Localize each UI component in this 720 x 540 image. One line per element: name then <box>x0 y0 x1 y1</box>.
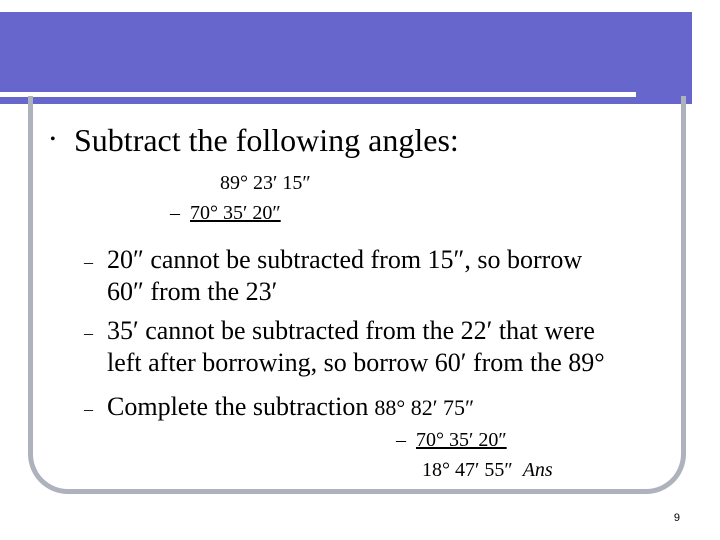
solution-result: 18° 47′ 55″ <box>422 459 513 481</box>
solution-calculation <box>396 425 553 485</box>
bullet-dot-icon: • <box>50 131 56 148</box>
step-2-line-2: left after borrowing, so borrow 60′ from the 89° <box>107 348 605 377</box>
problem-operator: – <box>170 202 180 224</box>
step-dash: – <box>84 252 93 272</box>
solution-minuend: 88° 82′ 75″ <box>374 395 475 420</box>
step-dash: – <box>84 399 93 419</box>
step-dash: – <box>84 323 93 343</box>
step-1-line-2: 60″ from the 23′ <box>107 277 278 306</box>
step-1-line-1: 20″ cannot be subtracted from 15″, so borrow <box>107 245 583 274</box>
step-3 <box>84 391 684 423</box>
problem-subtrahend-row <box>170 198 311 228</box>
problem-calculation <box>170 168 311 228</box>
bullet-text: Subtract the following angles: <box>74 121 459 158</box>
step-2-line-1: 35′ cannot be subtracted from the 22′ that were <box>107 316 595 345</box>
step-2 <box>84 315 684 379</box>
page-number: 9 <box>673 512 680 524</box>
solution-subtrahend-row <box>396 425 553 455</box>
bullet-item <box>50 118 459 162</box>
step-3-line-1 <box>107 391 474 424</box>
solution-subtrahend: 70° 35′ 20″ <box>416 429 507 451</box>
solution-operator: – <box>396 429 406 451</box>
step-3-text: Complete the subtraction <box>107 392 369 421</box>
problem-minuend: 89° 23′ 15″ <box>220 172 311 194</box>
problem-subtrahend: 70° 35′ 20″ <box>190 202 281 224</box>
step-1 <box>84 244 684 308</box>
answer-label: Ans <box>522 459 553 481</box>
header-band <box>0 12 692 104</box>
solution-result-row <box>396 455 553 485</box>
